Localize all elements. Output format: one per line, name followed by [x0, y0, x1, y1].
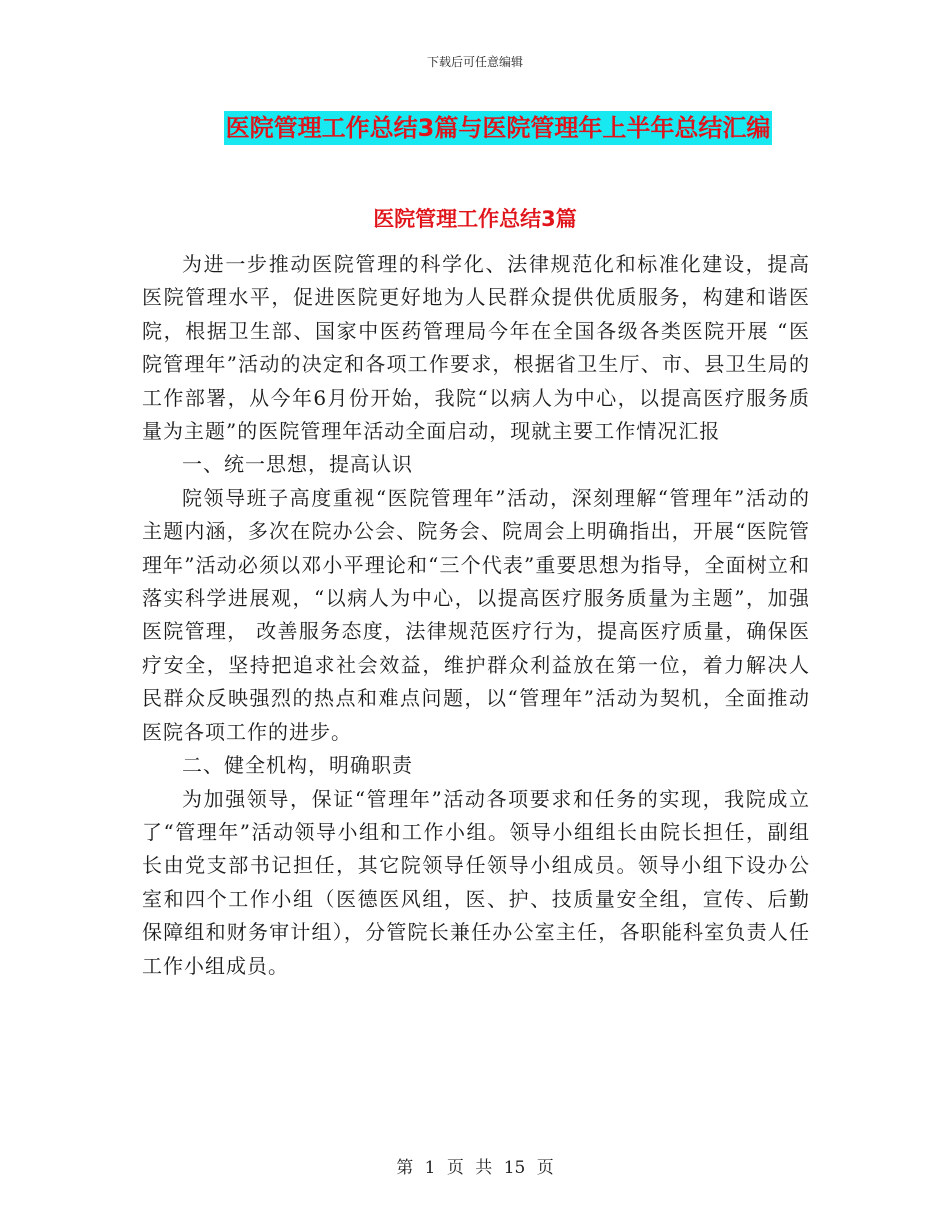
paragraph-leadership: 院领导班子高度重视“医院管理年”活动，深刻理解“管理年”活动的主题内涵，多次在院办公会、院务会、院周会上明确指出，开展“医院管理年”活动必须以邓小平理论和“三个代表”重要思想为指导，全面树立和落实科学进展观，“以病人为中心，以提高医疗服务质量为主题”，加强医院管理， 改善服务态度，法律规范医疗行为，提高医疗质量，确保医疗安全，坚持把追求社会效益，维护群众利益放在第一位，着力解决人民群众反映强烈的热点和难点问题，以“管理年”活动为契机，全面推动医院各项工作的进步。 [142, 485, 810, 744]
main-title: 医院管理工作总结3篇与医院管理年上半年总结汇编 [224, 111, 773, 145]
header-note: 下载后可任意编辑 [426, 55, 523, 69]
main-title-container [0, 111, 950, 145]
document-body [142, 248, 810, 983]
heading-unify-thinking: 一、统一思想，提高认识 [182, 452, 413, 477]
paragraph-organization: 为加强领导，保证“管理年”活动各项要求和任务的实现，我院成立了“管理年”活动领导小组和工作小组。领导小组组长由院长担任，副组长由党支部书记担任，其它院领导任领导小组成员。领导小组下设办公室和四个工作小组（医德医风组，医、护、技质量安全组，宣传、后勤保障组和财务审计组），分管院长兼任办公室主任，各职能科室负责人任工作小组成员。 [142, 786, 810, 978]
page-number-footer: 第 1 页 共 15 页 [396, 1158, 554, 1178]
section-title: 医院管理工作总结3篇 [373, 207, 577, 231]
heading-organization: 二、健全机构，明确职责 [182, 753, 413, 778]
paragraph-intro: 为进一步推动医院管理的科学化、法律规范化和标准化建设，提高医院管理水平，促进医院更好地为人民群众提供优质服务，构建和谐医院，根据卫生部、国家中医药管理局今年在全国各级各类医院开展 “医院管理年”活动的决定和各项工作要求，根据省卫生厅、市、县卫生局的工作部署，从今年6月份开始，我院“以病人为中心，以提高医疗服务质量为主题”的医院管理年活动全面启动，现就主要工作情况汇报 [142, 252, 810, 444]
